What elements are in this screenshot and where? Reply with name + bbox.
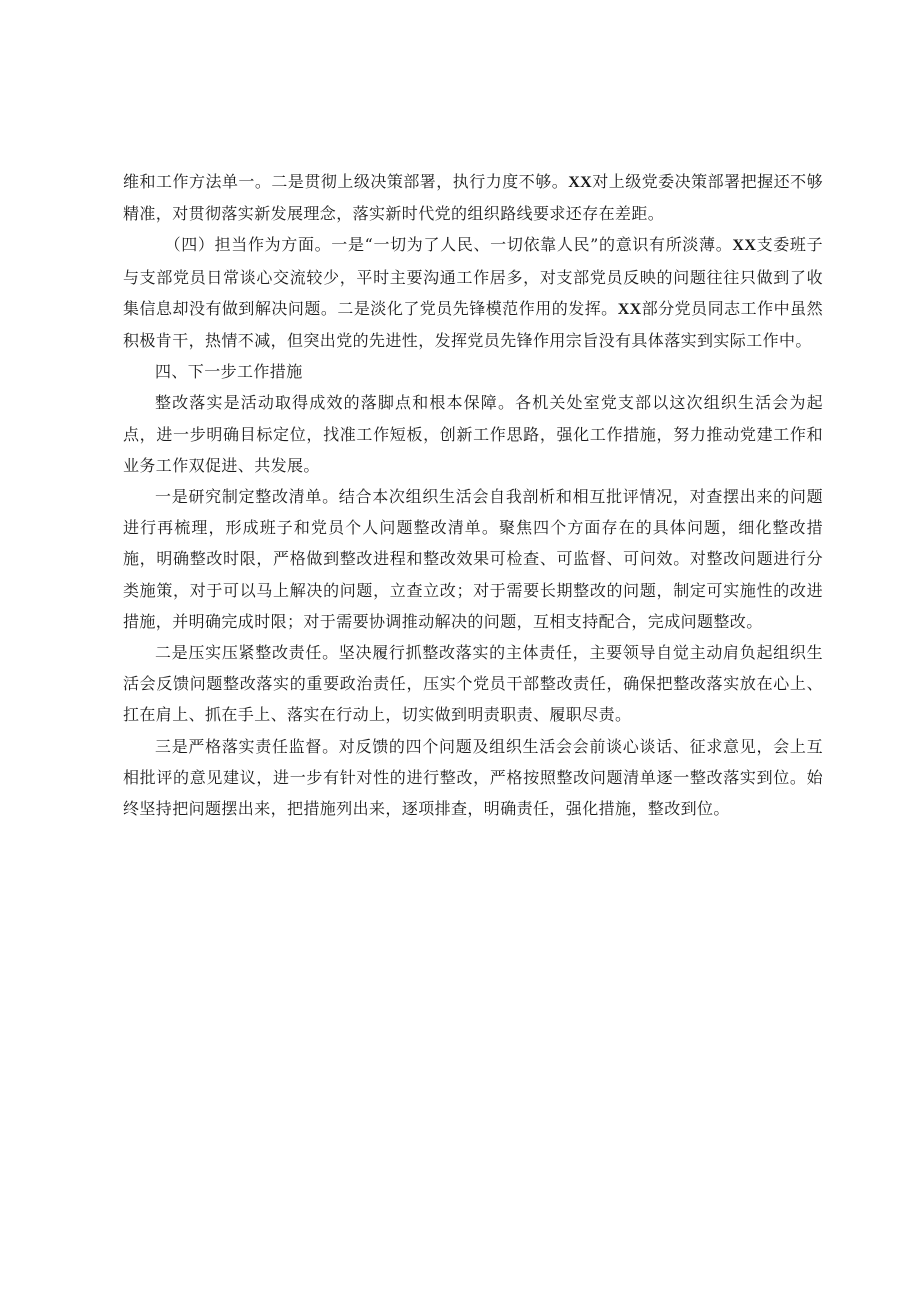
text-run: 部分党员同志工作中虽然积极肯干，热情不减，但突出党的先进性，发挥党员先锋作用宗旨没有具体落实到实际工作中。 — [123, 298, 823, 351]
paragraph-measure-1 — [123, 481, 823, 637]
paragraph-section-4 — [123, 229, 823, 356]
placeholder-xx: XX — [617, 300, 642, 318]
paragraph-intro — [123, 387, 823, 481]
text-run: 一是研究制定整改清单。结合本次组织生活会自我剖析和相互批评情况，对查摆出来的问题进行再梳理，形成班子和党员个人问题整改清单。聚焦四个方面存在的具体问题，细化整改措施，明确整改时限，严格做到整改进程和整改效果可检查、可监督、可问效。对整改问题进行分类施策，对于可以马上解决的问题，立查立改；对于需要长期整改的问题，制定可实施性的改进措施，并明确完成时限；对于需要协调推动解决的问题，互相支持配合，完成问题整改。 — [123, 487, 823, 631]
paragraph-measure-3 — [123, 731, 823, 825]
placeholder-xx: XX — [568, 174, 593, 191]
text-run: 维和工作方法单一。二是贯彻上级决策部署，执行力度不够。 — [123, 172, 569, 191]
placeholder-xx: XX — [732, 237, 757, 255]
section-heading — [123, 356, 823, 387]
text-run: 三是严格落实责任监督。对反馈的四个问题及组织生活会会前谈心谈话、征求意见，会上互相批评的意见建议，进一步有针对性的进行整改，严格按照整改问题清单逐一整改落实到位。始终坚持把问题摆出来，把措施列出来，逐项排查，明确责任，强化措施，整改到位。 — [123, 736, 823, 819]
document-body — [123, 166, 823, 824]
text-run: 支委班子与支部党员日常谈心交流较少，平时主要沟通工作居多，对支部党员反映的问题往往只做到了收集信息却没有做到解决问题。二是淡化了党员先锋模范作用的发挥。 — [123, 235, 823, 318]
paragraph-measure-2 — [123, 637, 823, 731]
paragraph-continuation — [123, 166, 823, 229]
text-run: （四）担当作为方面。一是“一切为了人民、一切依靠人民”的意识有所淡薄。 — [164, 235, 733, 255]
text-run: 整改落实是活动取得成效的落脚点和根本保障。各机关处室党支部以这次组织生活会为起点，进一步明确目标定位，找准工作短板，创新工作思路，强化工作措施，努力推动党建工作和业务工作双促进、共发展。 — [123, 393, 823, 475]
text-run: 对上级党委决策部署把握还不够精准，对贯彻落实新发展理念，落实新时代党的组织路线要求还存在差距。 — [123, 172, 823, 224]
heading-text: 四、下一步工作措施 — [155, 362, 303, 382]
text-run: 二是压实压紧整改责任。坚决履行抓整改落实的主体责任，主要领导自觉主动肩负起组织生活会反馈问题整改落实的重要政治责任，压实个党员干部整改责任，确保把整改落实放在心上、扛在肩上、抓在手上、落实在行动上，切实做到明责职责、履职尽责。 — [123, 643, 823, 725]
